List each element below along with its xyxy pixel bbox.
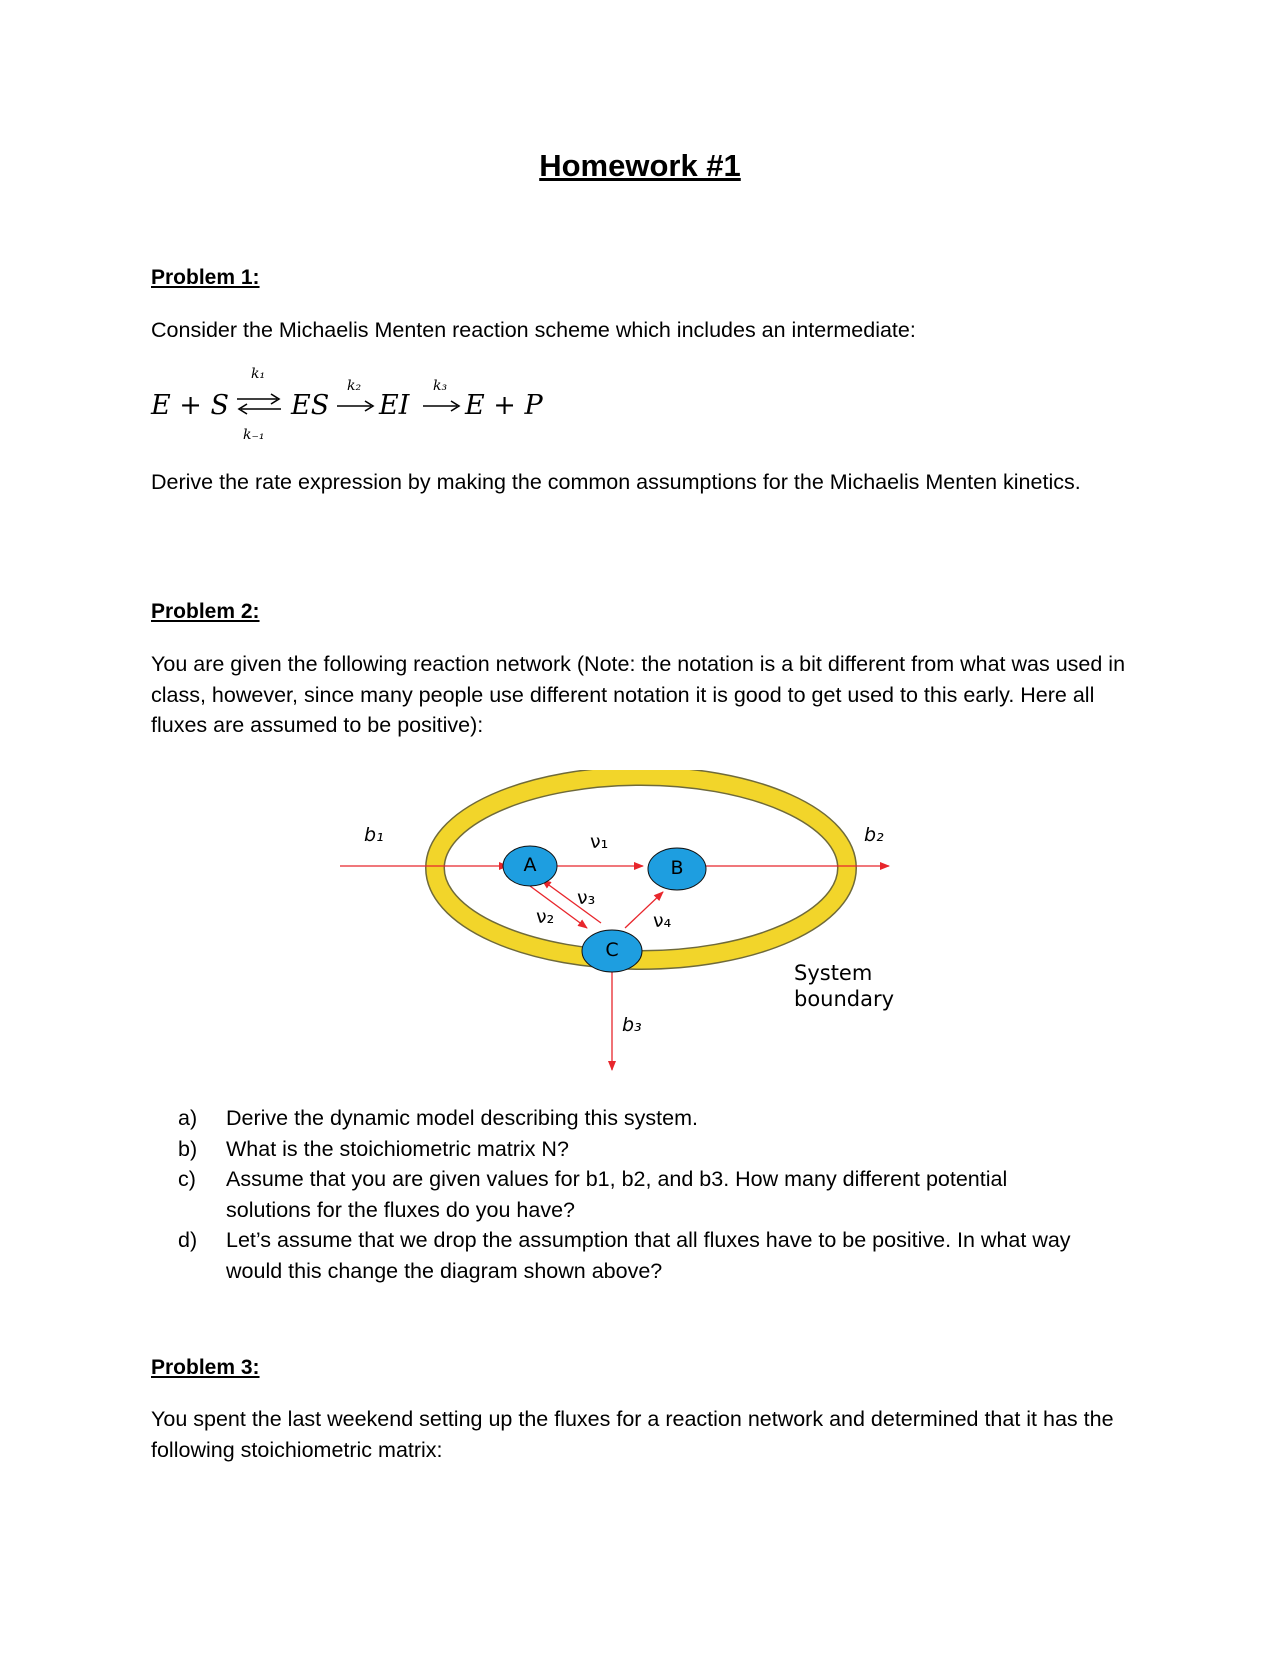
flux-b3-label: b₃ xyxy=(622,1014,642,1036)
eq-left-term: E + S xyxy=(151,390,229,421)
list-item xyxy=(178,1134,1098,1165)
forward-arrow-icon xyxy=(335,399,375,413)
question-letter: d) xyxy=(178,1228,198,1252)
question-text: Let’s assume that we drop the assumption that all fluxes have to be positive. In what way would this change the diagram shown above? xyxy=(226,1228,1071,1283)
k-minus1-label: k₋₁ xyxy=(243,427,265,443)
node-b-label: B xyxy=(670,857,684,879)
reversible-arrow-icon xyxy=(235,392,283,416)
question-text: What is the stoichiometric matrix N? xyxy=(226,1136,569,1161)
reaction-equation xyxy=(151,366,651,462)
list-item xyxy=(178,1103,1098,1134)
flux-v2-label: ν₂ xyxy=(536,906,555,928)
problem1-task: Derive the rate expression by making the common assumptions for the Michaelis Menten kinetics. xyxy=(151,470,1081,494)
k1-label: k₁ xyxy=(251,366,266,382)
problem3-intro: You spent the last weekend setting up the fluxes for a reaction network and determined that it has the following stoichiometric matrix: xyxy=(151,1407,1114,1462)
list-item xyxy=(178,1164,1098,1225)
problem2-intro: You are given the following reaction network (Note: the notation is a bit different from what was used in class, however, since many people use different notation it is good to get used to this early. Here all fluxes are assumed to be positive): xyxy=(151,652,1126,737)
eq-ei-term: EI xyxy=(379,390,410,421)
flux-v3-label: ν₃ xyxy=(577,887,596,909)
question-letter: c) xyxy=(178,1167,196,1191)
flux-v4-label: ν₄ xyxy=(653,910,672,932)
system-boundary-label: System boundary xyxy=(794,961,895,1011)
question-letter: a) xyxy=(178,1106,198,1130)
problem1-heading: Problem 1: xyxy=(151,266,260,289)
flux-v1-label: ν₁ xyxy=(590,831,609,853)
problem1-intro: Consider the Michaelis Menten reaction scheme which includes an intermediate: xyxy=(151,318,916,342)
question-list xyxy=(178,1103,1098,1286)
problem3-heading: Problem 3: xyxy=(151,1356,260,1379)
forward-arrow-icon xyxy=(421,399,461,413)
eq-right-term: E + P xyxy=(465,390,543,421)
question-letter: b) xyxy=(178,1136,198,1161)
node-c-label: C xyxy=(605,939,619,961)
k2-label: k₂ xyxy=(347,378,362,394)
page-title: Homework #1 xyxy=(539,148,741,183)
flux-b2-label: b₂ xyxy=(864,824,884,846)
list-item xyxy=(178,1225,1098,1286)
problem2-heading: Problem 2: xyxy=(151,600,260,623)
reaction-network-diagram xyxy=(340,770,940,1080)
node-a-label: A xyxy=(523,854,537,876)
eq-es-term: ES xyxy=(291,390,330,421)
k3-label: k₃ xyxy=(433,378,448,394)
flux-b1-label: b₁ xyxy=(364,824,384,846)
question-text: Derive the dynamic model describing this system. xyxy=(226,1106,698,1130)
question-text: Assume that you are given values for b1, b2, and b3. How many different potential solutions for the fluxes do you have? xyxy=(226,1167,1008,1222)
